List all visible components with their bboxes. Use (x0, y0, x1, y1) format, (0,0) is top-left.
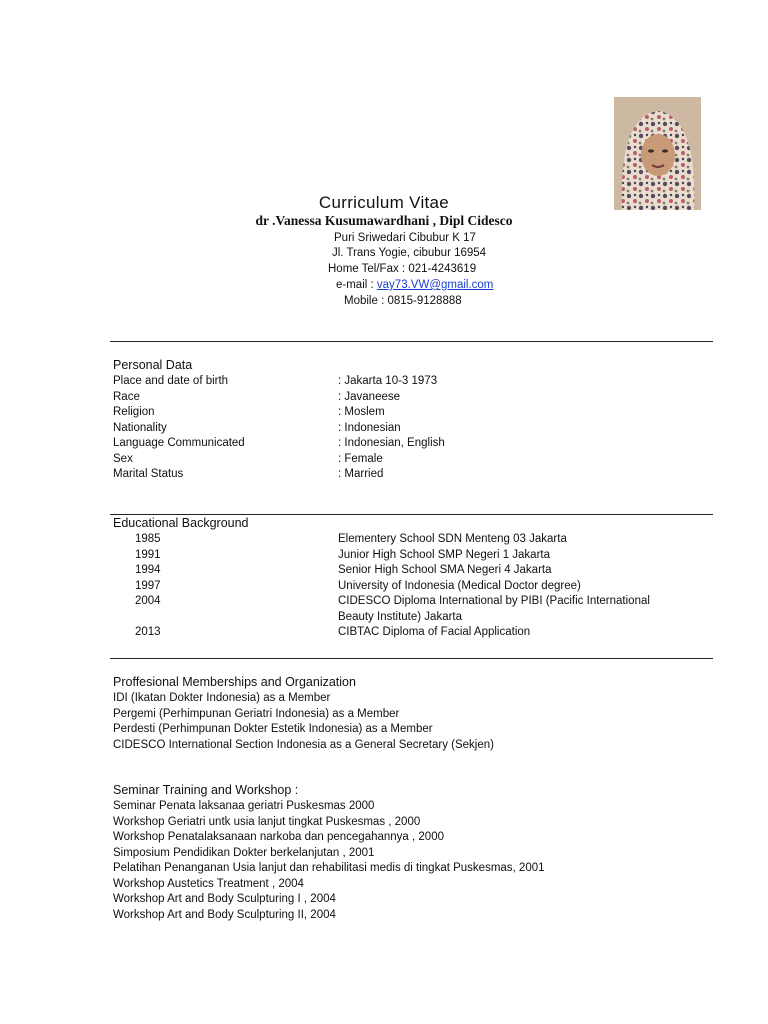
personal-row (0, 406, 768, 422)
education-year: 1985 (135, 533, 161, 545)
list-item: Workshop Penatalaksanaan narkoba dan pencegahannya , 2000 (113, 831, 444, 843)
field-label: Race (113, 390, 140, 403)
list-item: Pelatihan Penanganan Usia lanjut dan rehabilitasi medis di tingkat Puskesmas, 2001 (113, 862, 545, 874)
education-detail: CIDESCO Diploma International by PIBI (Pacific International (338, 595, 650, 607)
education-row (0, 564, 768, 580)
email-line (336, 279, 493, 291)
field-label: Sex (113, 452, 133, 465)
education-year: 2004 (135, 595, 161, 607)
email-label: e-mail : (336, 279, 377, 291)
field-value: : Indonesian, English (338, 437, 445, 449)
mobile-phone: Mobile : 0815-9128888 (344, 295, 462, 307)
list-item: Workshop Art and Body Sculpturing I , 2004 (113, 893, 336, 905)
education-detail: Beauty Institute) Jakarta (338, 610, 463, 623)
list-item: Seminar Penata laksanaa geriatri Puskesmas 2000 (113, 800, 375, 812)
field-value: : Moslem (338, 406, 385, 418)
divider (110, 658, 713, 659)
field-value: : Female (338, 452, 383, 465)
field-label: Religion (113, 406, 155, 418)
education-detail: Elementery School SDN Menteng 03 Jakarta (338, 533, 567, 545)
home-phone: Home Tel/Fax : 021-4243619 (328, 263, 477, 275)
list-item: Perdesti (Perhimpunan Dokter Estetik Indonesia) as a Member (113, 723, 433, 735)
field-label: Language Communicated (113, 437, 245, 449)
list-item: CIDESCO International Section Indonesia as a General Secretary (Sekjen) (113, 738, 494, 751)
personal-row (0, 391, 768, 407)
section-heading-memberships: Proffesional Memberships and Organization (113, 675, 356, 689)
education-row (0, 595, 768, 611)
field-value: : Married (338, 468, 384, 480)
education-year: 1994 (135, 564, 161, 576)
section-heading-personal: Personal Data (113, 358, 193, 372)
divider (110, 514, 713, 515)
full-name: dr .Vanessa Kusumawardhani , Dipl Cidesco (255, 213, 513, 228)
divider (110, 341, 713, 342)
personal-row (0, 422, 768, 438)
list-item: Pergemi (Perhimpunan Geriatri Indonesia) as a Member (113, 707, 400, 720)
field-label: Place and date of birth (113, 375, 229, 387)
field-value: : Indonesian (338, 421, 401, 434)
address-line-2: Jl. Trans Yogie, cibubur 16954 (332, 247, 487, 259)
education-year: 1991 (135, 548, 161, 561)
address-line-1: Puri Sriwedari Cibubur K 17 (334, 232, 476, 244)
cv-title: Curriculum Vitae (318, 193, 450, 212)
education-row (0, 611, 768, 627)
personal-row (0, 453, 768, 469)
education-detail: Senior High School SMA Negeri 4 Jakarta (338, 564, 552, 576)
personal-row (0, 437, 768, 453)
section-heading-education: Educational Background (113, 516, 249, 530)
section-heading-seminars: Seminar Training and Workshop : (113, 783, 299, 797)
list-item: Workshop Art and Body Sculpturing II, 2004 (113, 908, 336, 921)
education-detail: CIBTAC Diploma of Facial Application (338, 626, 531, 638)
education-year: 1997 (135, 579, 161, 592)
email-link[interactable]: vay73.VW@gmail.com (376, 279, 494, 291)
personal-row (0, 375, 768, 391)
education-row (0, 580, 768, 596)
education-row (0, 533, 768, 549)
list-item: Workshop Geriatri untk usia lanjut tingkat Puskesmas , 2000 (113, 815, 421, 828)
field-value: : Jakarta 10-3 1973 (338, 375, 438, 387)
list-item: Simposium Pendidikan Dokter berkelanjutan , 2001 (113, 846, 375, 859)
education-year: 2013 (135, 626, 161, 638)
education-row (0, 626, 768, 642)
education-row (0, 549, 768, 565)
education-detail: University of Indonesia (Medical Doctor degree) (338, 579, 581, 592)
field-value: : Javaneese (338, 390, 401, 403)
list-item: Workshop Austetics Treatment , 2004 (113, 877, 304, 890)
personal-row (0, 468, 768, 484)
education-detail: Junior High School SMP Negeri 1 Jakarta (338, 548, 551, 561)
list-item: IDI (Ikatan Dokter Indonesia) as a Member (113, 692, 331, 704)
field-label: Marital Status (113, 468, 184, 480)
field-label: Nationality (113, 421, 167, 434)
